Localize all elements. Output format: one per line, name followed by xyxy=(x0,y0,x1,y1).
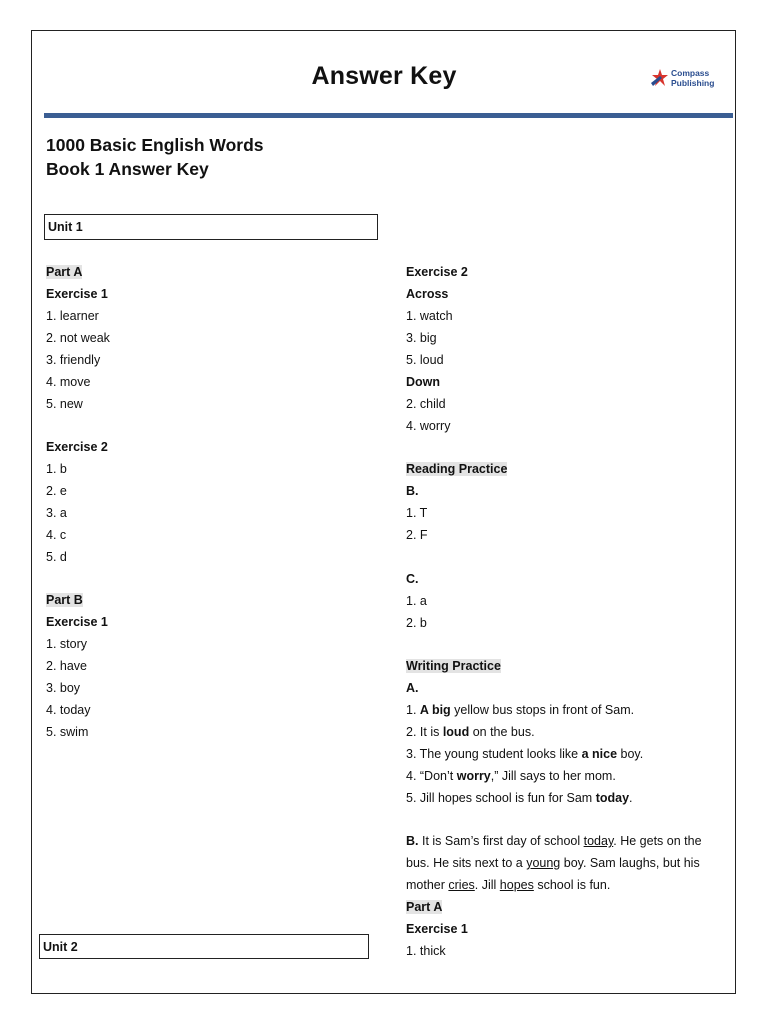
list-item: 3. a xyxy=(46,506,67,520)
writing-practice-heading: Writing Practice xyxy=(406,659,501,673)
list-item: 3. big xyxy=(406,331,437,345)
list-item: 5. new xyxy=(46,397,83,411)
list-item: 3. boy xyxy=(46,681,81,695)
list-item: 4. c xyxy=(46,528,67,542)
list-item: 2. have xyxy=(46,659,88,673)
list-item: 4. worry xyxy=(406,419,451,433)
list-item: 1. a xyxy=(406,594,427,608)
part-a-heading: Part A xyxy=(406,900,443,914)
list-item: 1. learner xyxy=(46,309,99,323)
list-item: 5. loud xyxy=(406,353,444,367)
list-item: 5. swim xyxy=(46,725,89,739)
writing-answer-5: 5. Jill hopes school is fun for Sam today. xyxy=(406,791,633,805)
writing-answer-2: 2. It is loud on the bus. xyxy=(406,725,535,739)
writing-answer-4: 4. “Don’t worry,” Jill says to her mom. xyxy=(406,769,616,783)
section-b-label: B. xyxy=(406,484,419,498)
writing-b-paragraph-line3: mother cries. Jill hopes school is fun. xyxy=(406,878,611,892)
section-a-label: A. xyxy=(406,681,419,695)
list-item: 1. thick xyxy=(406,944,446,958)
document-title: 1000 Basic English Words xyxy=(46,135,264,155)
list-item: 1. b xyxy=(46,462,67,476)
page-title: Answer Key xyxy=(311,62,457,90)
list-item: 1. T xyxy=(406,506,428,520)
list-item: 2. b xyxy=(406,616,427,630)
part-b-heading: Part B xyxy=(46,593,83,607)
part-a-heading: Part A xyxy=(46,265,83,279)
across-heading: Across xyxy=(406,287,449,301)
list-item: 1. story xyxy=(46,637,87,651)
list-item: 2. F xyxy=(406,528,428,542)
document-subtitle: Book 1 Answer Key xyxy=(46,159,209,179)
list-item: 4. move xyxy=(46,375,91,389)
list-item: 2. not weak xyxy=(46,331,110,345)
exercise-1-heading: Exercise 1 xyxy=(406,922,468,936)
header-rule xyxy=(44,113,733,118)
list-item: 3. friendly xyxy=(46,353,101,367)
compass-publishing-logo xyxy=(649,67,729,91)
logo-text xyxy=(671,69,714,88)
writing-b-paragraph-line2: bus. He sits next to a young boy. Sam laughs, but his xyxy=(406,856,700,870)
logo-text-line2: Publishing xyxy=(671,77,715,88)
exercise-1-heading: Exercise 1 xyxy=(46,287,108,301)
logo-text-line1: Compass xyxy=(671,68,710,78)
exercise-2-heading: Exercise 2 xyxy=(46,440,108,454)
section-c-label: C. xyxy=(406,572,419,586)
compass-star-icon xyxy=(649,67,669,89)
list-item: 5. d xyxy=(46,550,67,564)
down-heading: Down xyxy=(406,375,441,389)
writing-b-paragraph-line1: B. It is Sam’s first day of school today. He gets on the xyxy=(406,834,702,848)
list-item: 2. e xyxy=(46,484,67,498)
exercise-2-heading: Exercise 2 xyxy=(406,265,468,279)
reading-practice-heading: Reading Practice xyxy=(406,462,508,476)
writing-answer-1: 1. A big yellow bus stops in front of Sam. xyxy=(406,703,635,717)
unit-1-box: Unit 1 xyxy=(44,214,378,240)
list-item: 2. child xyxy=(406,397,446,411)
exercise-1-heading: Exercise 1 xyxy=(46,615,108,629)
list-item: 4. today xyxy=(46,703,91,717)
writing-answer-3: 3. The young student looks like a nice boy. xyxy=(406,747,644,761)
unit-2-box: Unit 2 xyxy=(39,934,369,959)
list-item: 1. watch xyxy=(406,309,453,323)
